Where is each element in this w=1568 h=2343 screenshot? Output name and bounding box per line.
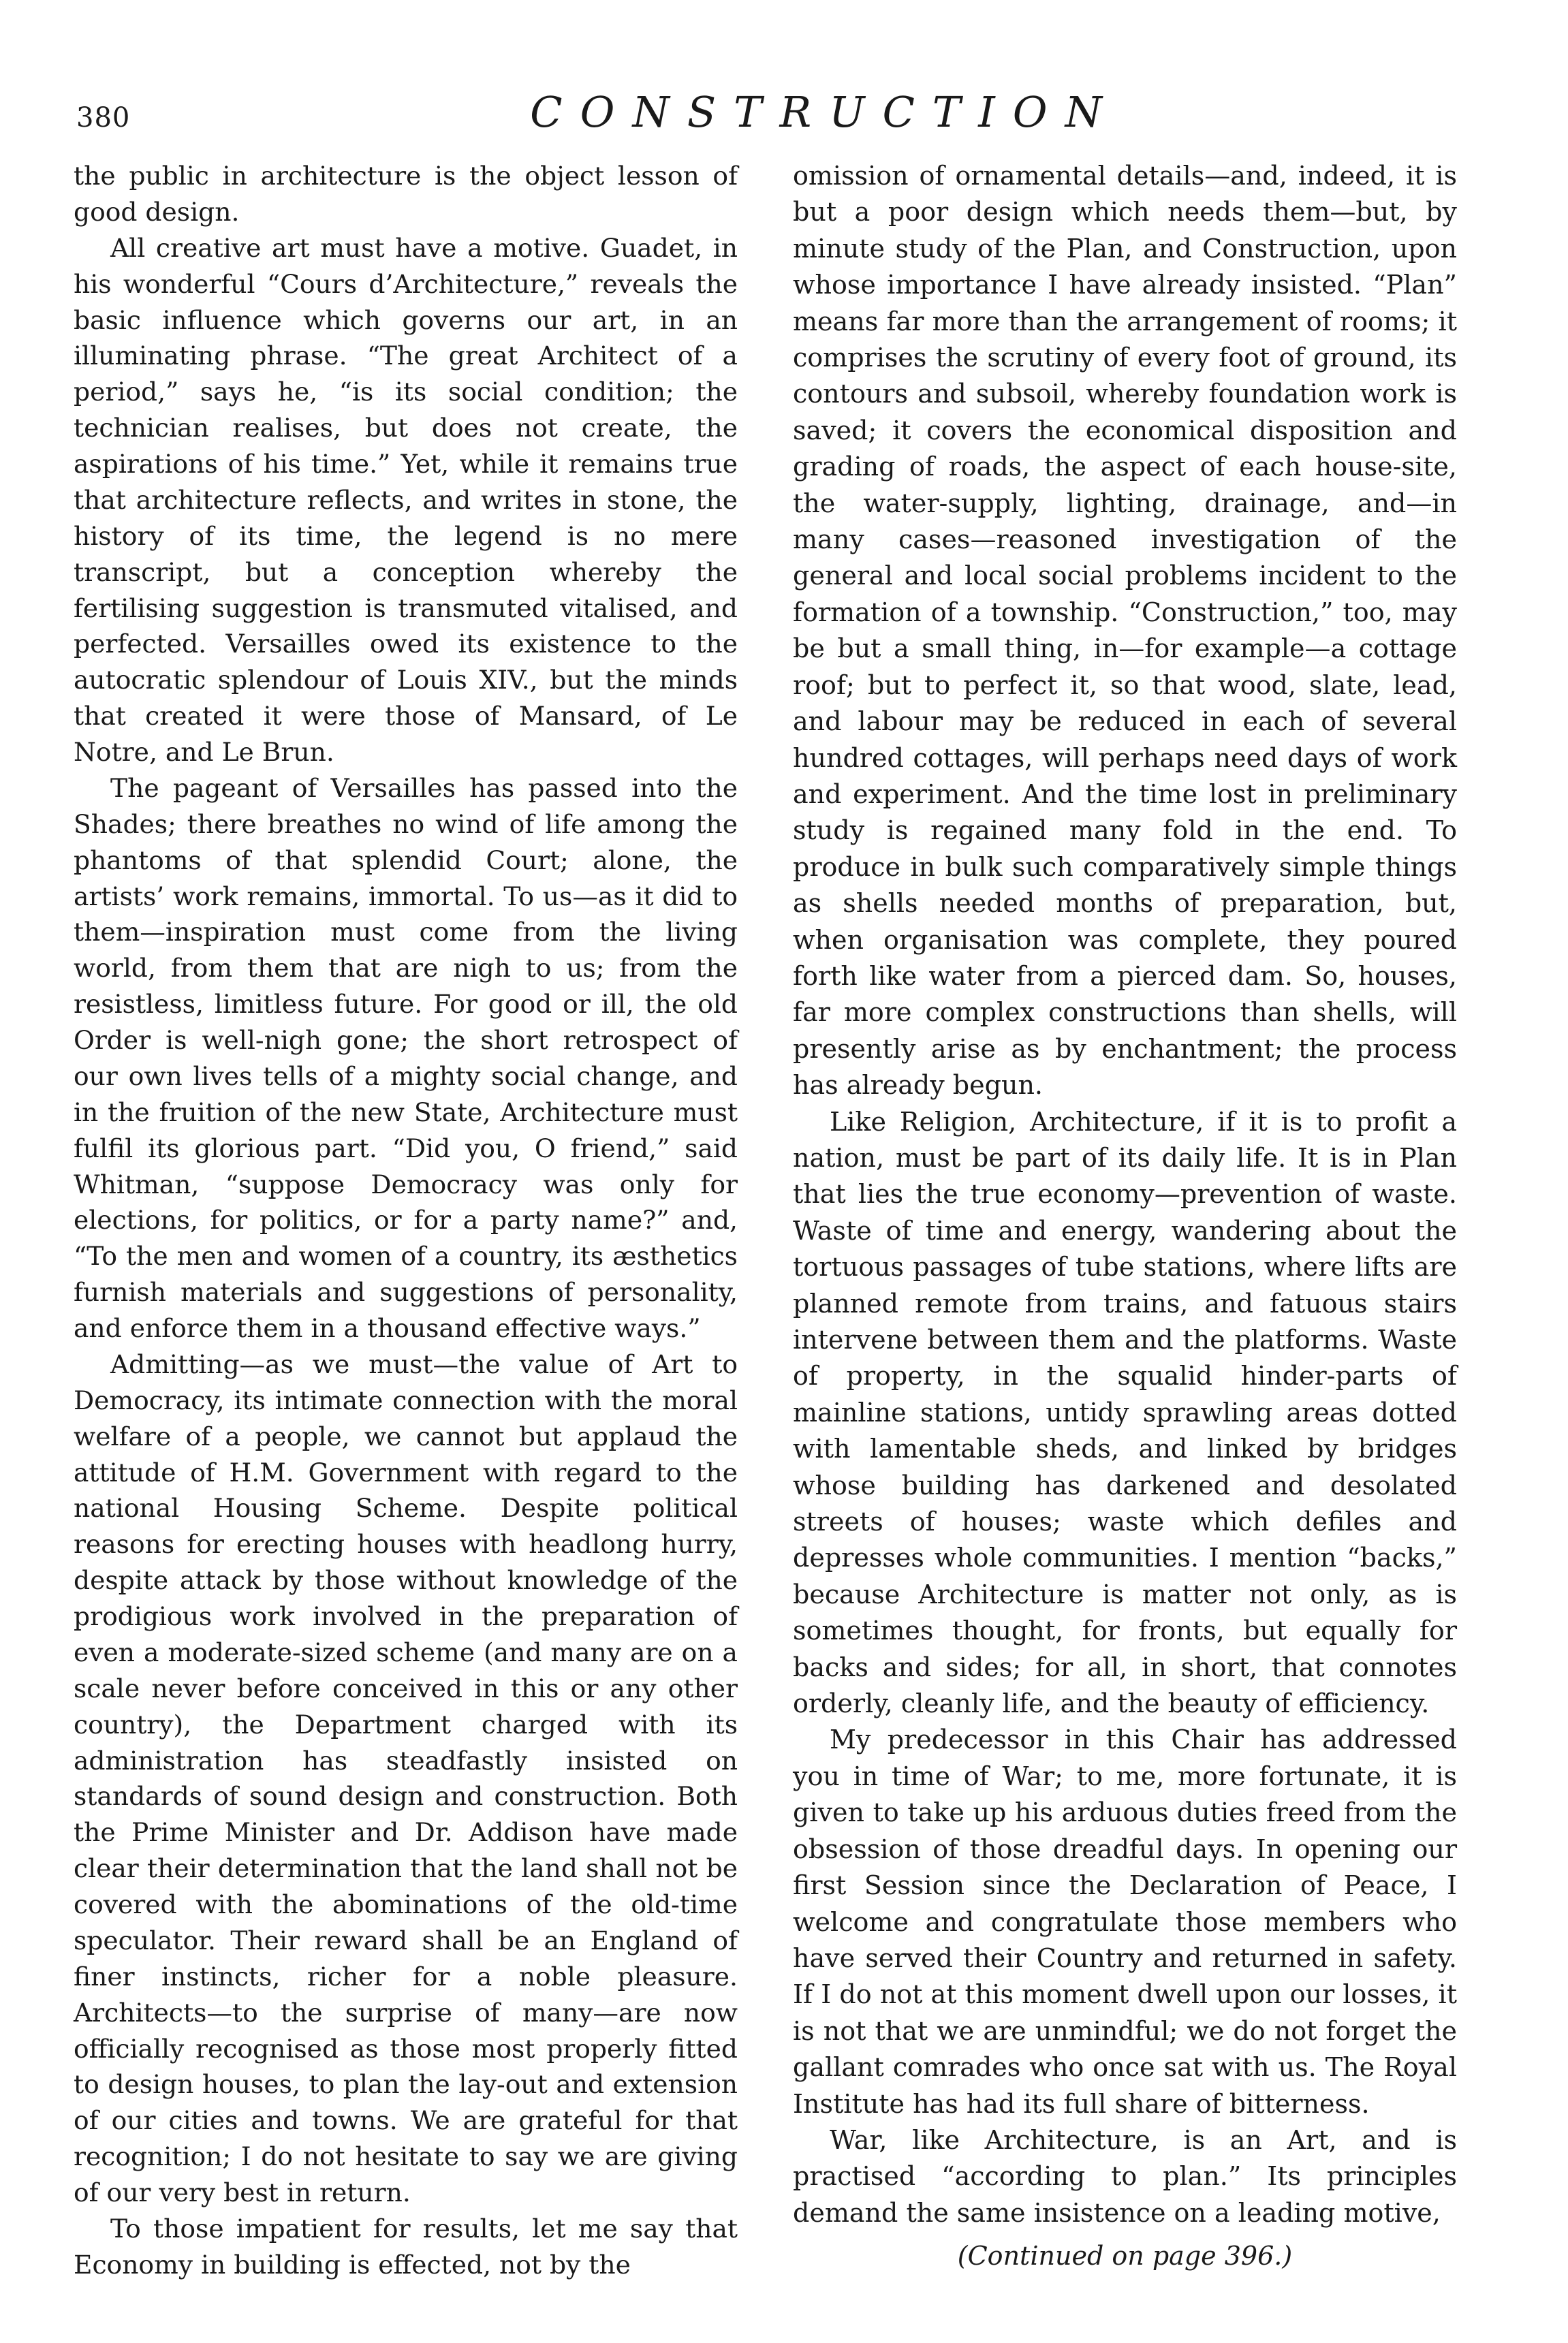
left-column	[74, 158, 738, 2283]
paragraph: All creative art must have a motive. Guadet, in his wonderful “Cours d’Architecture,” reveals the basic influence which governs our art, in an illuminating phrase. “The great Architect of a period,” says he, “is its social condition; the technician realises, but does not create, the aspirations of his time.” Yet, while it remains true that architecture reflects, and writes in stone, the history of its time, the legend is no mere transcript, but a conception whereby the fertilising suggestion is transmuted vitalised, and perfected. Versailles owed its existence to the autocratic splendour of Louis XIV., but the minds that created it were those of Mansard, of Le Notre, and Le Brun.	[74, 232, 738, 767]
paragraph: The pageant of Versailles has passed into the Shades; there breathes no wind of life among the phantoms of that splendid Court; alone, the artists’ work remains, immortal. To us—as it did to them—inspiration must come from the living world, from them that are nigh to us; from the resistless, limitless future. For good or ill, the old Order is well-nigh gone; the short retrospect of our own lives tells of a mighty social change, and in the fruition of the new State, Architecture must fulfil its glorious part. “Did you, O friend,” said Whitman, “suppose Democracy was only for elections, for politics, or for a party name?” and, “To the men and women of a country, its æsthetics furnish materials and suggestions of personality, and enforce them in a thousand effective ways.”	[74, 772, 738, 1343]
page-header	[0, 87, 1568, 148]
paragraph: omission of ornamental details—and, indeed, it is but a poor design which needs them—but, by minute study of the Plan, and Construction, upon whose importance I have already insisted. “Plan” means far more than the arrangement of rooms; it comprises the scrutiny of every foot of ground, its contours and subsoil, whereby foundation work is saved; it covers the economical disposition and grading of roads, the aspect of each house-site, the water-supply, lighting, drainage, and—in many cases—reasoned investigation of the general and local social problems incident to the formation of a township. “Construction,” too, may be but a small thing, in—for example—a cottage roof; but to perfect it, so that wood, slate, lead, and labour may be reduced in each of several hundred cottages, will perhaps need days of work and experiment. And the time lost in preliminary study is regained many fold in the end. To produce in bulk such comparatively simple things as shells needed months of preparation, but, when organisation was complete, they poured forth like water from a pierced dam. So, houses, far more complex constructions than shells, will presently arise as by enchantment; the process has already begun.	[793, 161, 1457, 1101]
paragraph: the public in architecture is the object lesson of good design.	[74, 161, 738, 227]
page-number: 380	[76, 102, 131, 133]
right-column	[793, 158, 1457, 2275]
journal-title: CONSTRUCTION	[530, 87, 1120, 137]
paragraph: My predecessor in this Chair has addressed you in time of War; to me, more fortunate, it is given to take up his arduous duties freed from the obsession of those dreadful days. In opening our first Session since the Declaration of Peace, I welcome and congratulate those members who have served their Country and returned in safety. If I do not at this moment dwell upon our losses, it is not that we are unmindful; we do not forget the gallant comrades who once sat with us. The Royal Institute has had its full share of bitterness.	[793, 1725, 1457, 2119]
paragraph: To those impatient for results, let me say that Economy in building is effected, not by the	[74, 2213, 738, 2280]
paragraph: Like Religion, Architecture, if it is to profit a nation, must be part of its daily life. It is in Plan that lies the true economy—prevention of waste. Waste of time and energy, wandering about the tortuous passages of tube stations, where lifts are planned remote from trains, and fatuous stairs intervene between them and the platforms. Waste of property, in the squalid hinder-parts of mainline stations, untidy sprawling areas dotted with lamentable sheds, and linked by bridges whose building has darkened and desolated streets of houses; waste which defiles and depresses whole communities. I mention “backs,” because Architecture is matter not only, as is sometimes thought, for fronts, but equally for backs and sides; for all, in short, that connotes orderly, cleanly life, and the beauty of efficiency.	[793, 1106, 1457, 1719]
paragraph: Admitting—as we must—the value of Art to Democracy, its intimate connection with the moral welfare of a people, we cannot but applaud the attitude of H.M. Government with regard to the national Housing Scheme. Despite political reasons for erecting houses with headlong hurry, despite attack by those without knowledge of the prodigious work involved in the preparation of even a moderate-sized scheme (and many are on a scale never before conceived in this or any other country), the Department charged with its administration has steadfastly insisted on standards of sound design and construction. Both the Prime Minister and Dr. Addison have made clear their determination that the land shall not be covered with the abominations of the old-time speculator. Their reward shall be an England of finer instincts, richer for a noble pleasure. Architects—to the surprise of many—are now officially recognised as those most properly fitted to design houses, to plan the lay-out and extension of our cities and towns. We are grateful for that recognition; I do not hesitate to say we are giving of our very best in return.	[74, 1349, 738, 2207]
paragraph: War, like Architecture, is an Art, and is practised “according to plan.” Its principles demand the same insistence on a leading motive,	[793, 2124, 1457, 2228]
continued-note: (Continued on page 396.)	[957, 2241, 1293, 2271]
